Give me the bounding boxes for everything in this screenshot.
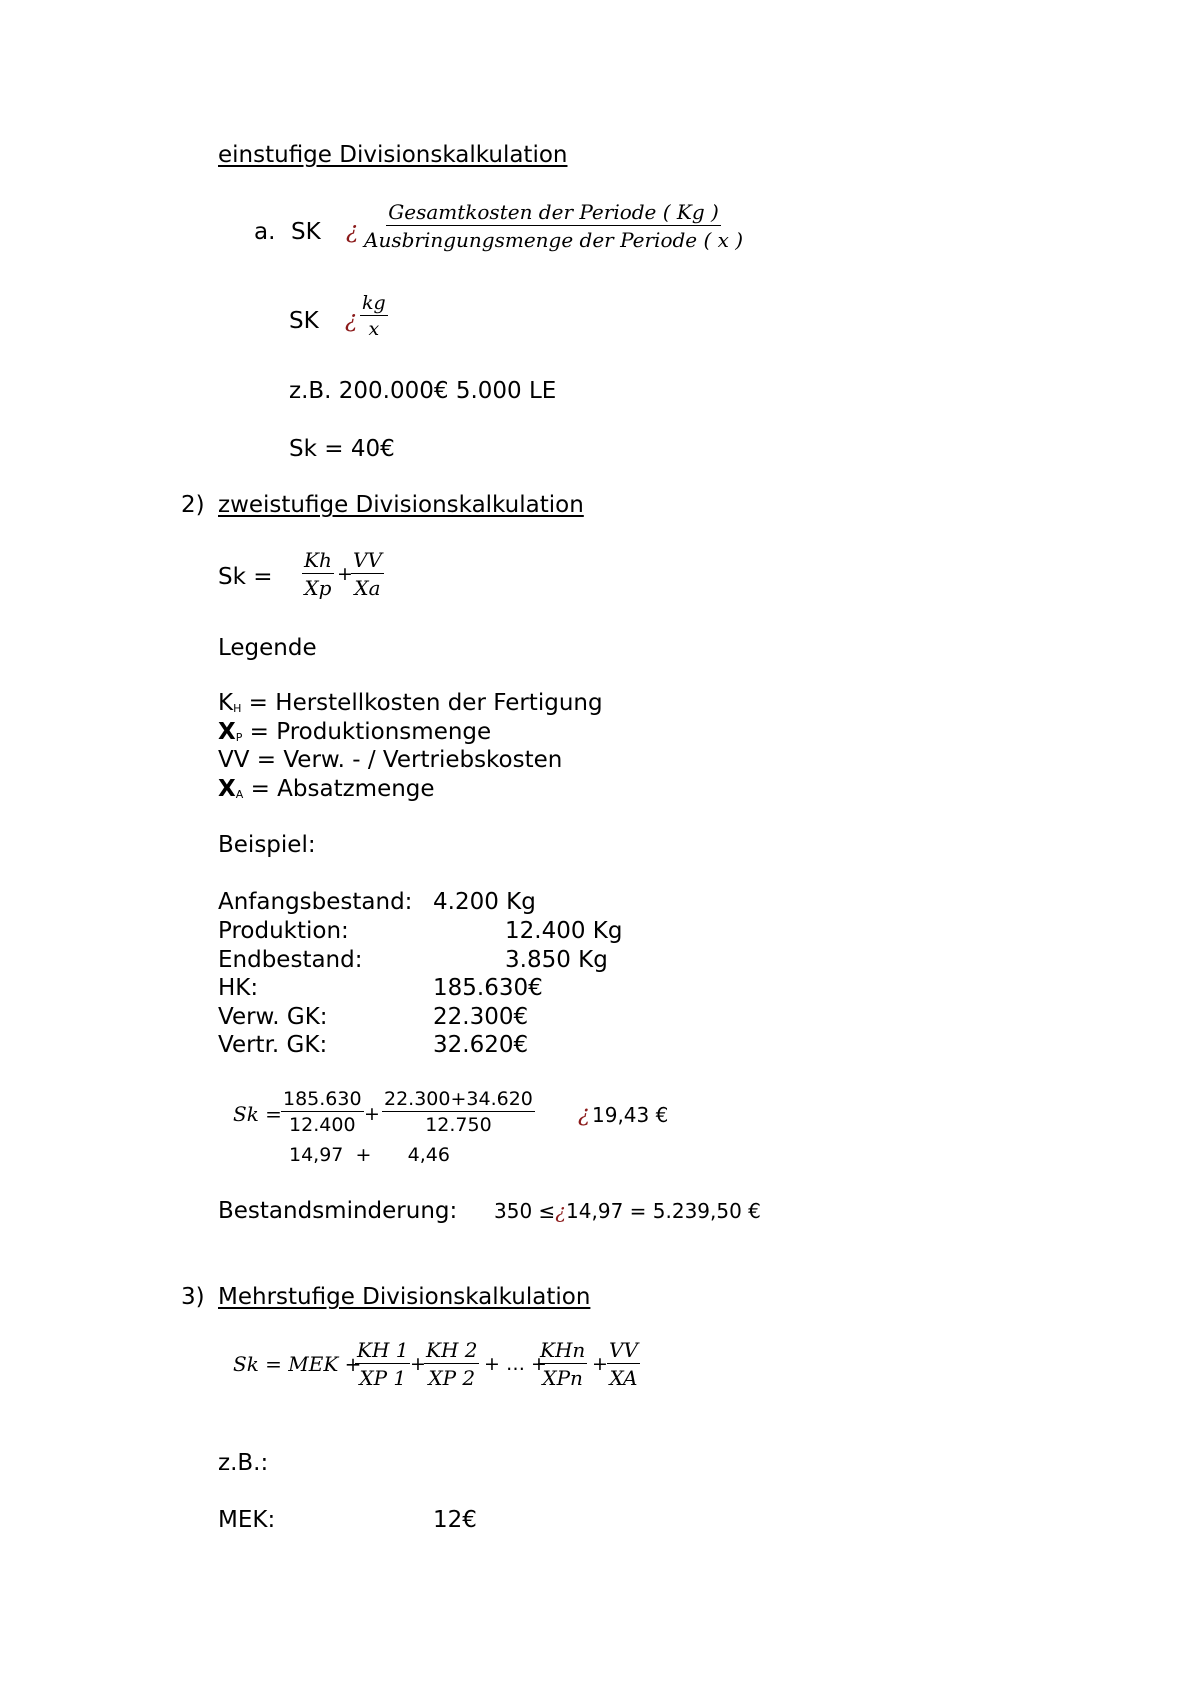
formula-2-denominator: x xyxy=(368,318,380,340)
table-label: Produktion: xyxy=(218,918,349,944)
equals-glyph-1: ¿ xyxy=(346,218,359,244)
calc-den-2: 12.750 xyxy=(425,1114,492,1136)
legend-subscript: A xyxy=(235,788,244,801)
calc-den-1: 12.400 xyxy=(289,1114,356,1136)
table-label: Vertr. GK: xyxy=(218,1032,328,1058)
formula-4-num-4: VV xyxy=(609,1338,638,1362)
formula-3-num-2: VV xyxy=(353,548,382,572)
formula-4-frac-4 xyxy=(607,1338,640,1390)
calc-partials: 14,97 + 4,46 xyxy=(289,1144,450,1166)
legend-text: = Herstellkosten der Fertigung xyxy=(241,690,603,716)
formula-4-lhs: Sk = MEK + xyxy=(233,1352,362,1376)
bestand-formula-part-a: 350 ≤ xyxy=(494,1199,556,1223)
legend-subscript: H xyxy=(233,702,242,715)
example-3: z.B.: xyxy=(218,1450,269,1476)
legend-text: = Produktionsmenge xyxy=(242,719,492,745)
formula-4-dots: + … + xyxy=(484,1353,547,1375)
sk-label-1: SK xyxy=(291,219,321,245)
table-value: 22.300€ xyxy=(433,1004,529,1030)
legend-symbol: X xyxy=(218,719,236,745)
calc-equals-glyph: ¿ xyxy=(578,1102,590,1127)
formula-4-num-3: KHn xyxy=(540,1338,586,1362)
calc-frac-1 xyxy=(281,1088,364,1136)
formula-3-plus: + xyxy=(337,563,353,585)
calc-num-1: 185.630 xyxy=(283,1088,362,1110)
legend-symbol: K xyxy=(218,690,234,716)
formula-4-plus-1: + xyxy=(410,1353,426,1375)
formula-4-plus-2: + xyxy=(592,1353,608,1375)
sk-label-2: SK xyxy=(289,308,319,334)
formula-3-num-1: Kh xyxy=(304,548,332,572)
formula-4-den-2: XP 2 xyxy=(428,1366,476,1390)
item-a-label: a. xyxy=(254,219,276,245)
formula-3-frac-1 xyxy=(302,548,334,600)
legend-symbol: X xyxy=(218,776,236,802)
formula-4-den-4: XA xyxy=(609,1366,638,1390)
table-label: Endbestand: xyxy=(218,947,363,973)
formula-3-den-2: Xa xyxy=(354,576,381,600)
calc-result: 19,43 € xyxy=(592,1103,669,1127)
example-title: Beispiel: xyxy=(218,832,316,858)
table-value: 12.400 Kg xyxy=(505,918,623,944)
table-label: HK: xyxy=(218,975,259,1001)
formula-4-frac-3 xyxy=(538,1338,587,1390)
formula-4-den-1: XP 1 xyxy=(359,1366,407,1390)
bestand-formula xyxy=(494,1200,761,1223)
calc-num-2: 22.300+34.620 xyxy=(384,1088,533,1110)
formula-4-frac-1 xyxy=(355,1338,410,1390)
sk-label-3: Sk = xyxy=(218,564,273,590)
calc-frac-2 xyxy=(382,1088,535,1136)
table-value: 3.850 Kg xyxy=(505,947,608,973)
legend-row xyxy=(218,690,603,716)
formula-1-denominator: Ausbringungsmenge der Periode ( x ) xyxy=(364,228,744,252)
mek-value: 12€ xyxy=(433,1507,477,1533)
legend-symbol: VV xyxy=(218,747,250,773)
legend-title: Legende xyxy=(218,635,317,661)
legend-text: = Absatzmenge xyxy=(243,776,435,802)
formula-1-numerator: Gesamtkosten der Periode ( Kg ) xyxy=(388,200,719,224)
legend-row xyxy=(218,776,435,802)
formula-4-frac-2 xyxy=(424,1338,479,1390)
section-3-number: 3) xyxy=(181,1284,205,1310)
calc-lhs: Sk = xyxy=(233,1102,282,1126)
legend-text: = Verw. - / Vertriebskosten xyxy=(249,747,563,773)
table-label: Verw. GK: xyxy=(218,1004,328,1030)
table-value: 185.630€ xyxy=(433,975,543,1001)
equals-glyph-2: ¿ xyxy=(345,307,358,333)
section-3-title: Mehrstufige Divisionskalkulation xyxy=(218,1284,591,1310)
example-1: z.B. 200.000€ 5.000 LE xyxy=(289,378,557,404)
section-2-title: zweistufige Divisionskalkulation xyxy=(218,492,584,518)
formula-4-num-2: KH 2 xyxy=(426,1338,478,1362)
section-2-number: 2) xyxy=(181,492,205,518)
table-label: Anfangsbestand: xyxy=(218,889,413,915)
formula-2-numerator: kg xyxy=(362,292,386,314)
result-1: Sk = 40€ xyxy=(289,436,395,462)
table-value: 4.200 Kg xyxy=(433,889,536,915)
formula-4-num-1: KH 1 xyxy=(357,1338,409,1362)
section-1-title: einstufige Divisionskalkulation xyxy=(218,142,568,168)
table-value: 32.620€ xyxy=(433,1032,529,1058)
formula-4-den-3: XPn xyxy=(542,1366,583,1390)
bestand-equals-glyph: ¿ xyxy=(555,1199,567,1223)
formula-3-den-1: Xp xyxy=(304,576,332,600)
mek-label: MEK: xyxy=(218,1507,276,1533)
formula-1-fraction xyxy=(362,200,745,252)
bestand-formula-part-b: 14,97 = 5.239,50 € xyxy=(566,1199,761,1223)
formula-3-frac-2 xyxy=(351,548,384,600)
formula-2-fraction xyxy=(360,292,388,340)
bestand-label: Bestandsminderung: xyxy=(218,1198,458,1224)
legend-row xyxy=(218,747,562,773)
legend-row xyxy=(218,719,491,745)
calc-plus: + xyxy=(364,1103,380,1125)
legend-subscript: P xyxy=(235,731,243,744)
